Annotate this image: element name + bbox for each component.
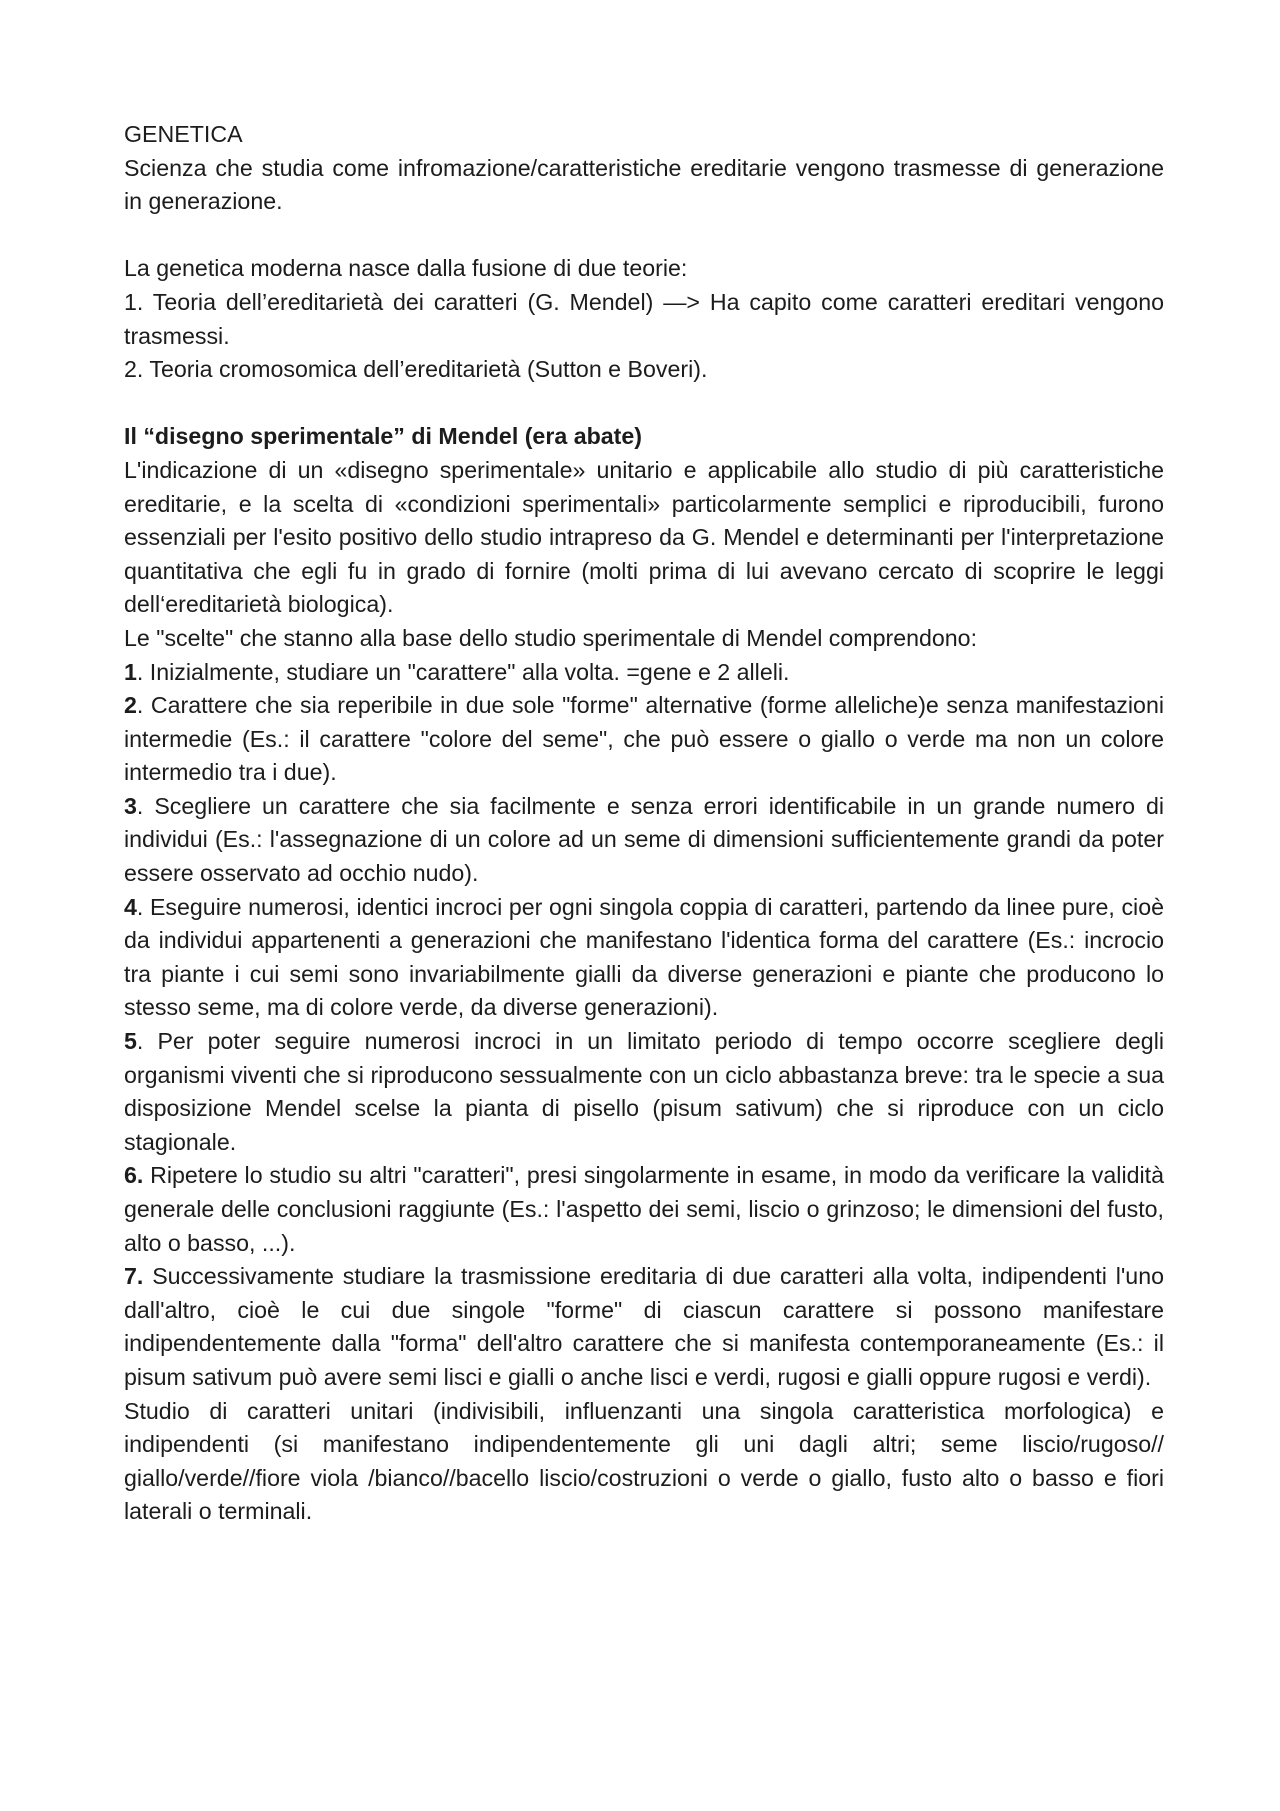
choice-separator: .	[136, 658, 150, 685]
choice-separator	[143, 1263, 152, 1289]
document-page	[124, 118, 1164, 1529]
choice-number: 1	[124, 658, 137, 685]
choice-separator: .	[136, 792, 155, 819]
choice-number: 2	[124, 692, 137, 719]
choice-number: 5	[124, 1028, 137, 1055]
choice-item-6	[124, 1159, 1164, 1260]
theory-item-2: 2. Teoria cromosomica dell’ereditarietà (Sutton e Boveri).	[124, 356, 708, 383]
choice-text: Successivamente studiare la trasmissione ereditaria di due caratteri alla volta, indipendenti l'uno dall'altro, cioè le cui due singole "forme" di ciascun carattere si possono manifestare indipendentemente dalla "forma" dell'altro carattere che si manifesta contemporaneamente (Es.: il pisum sativum può avere semi lisci e gialli o anche lisci e verdi, rugosi e gialli oppure rugosi e verdi).	[124, 1263, 1164, 1390]
choice-separator: .	[136, 893, 150, 920]
choice-separator: .	[136, 1028, 158, 1055]
spacer	[124, 219, 1164, 253]
choice-text: Scegliere un carattere che sia facilmente e senza errori identificabile in un grande numero di individui (Es.: l'assegnazione di un colore ad un seme di dimensioni sufficientemente grandi da poter essere osservato ad occhio nudo).	[124, 792, 1164, 887]
intro-paragraph: Scienza che studia come infromazione/caratteristiche ereditarie vengono trasmesse di generazione in generazione.	[124, 154, 1164, 215]
choice-number: 7.	[124, 1263, 144, 1290]
choice-text: Carattere che sia reperibile in due sole "forme" alternative (forme alleliche)e senza manifestazioni intermedie (Es.: il carattere "colore del seme", che può essere o giallo o verde ma non un colore intermedio tra i due).	[124, 692, 1164, 786]
choice-item-4	[124, 891, 1164, 1025]
choice-text: Inizialmente, studiare un "carattere" alla volta. =gene e 2 alleli.	[149, 658, 790, 685]
spacer	[124, 387, 1164, 421]
choice-item-3	[124, 790, 1164, 891]
choice-text: Per poter seguire numerosi incroci in un limitato periodo di tempo occorre scegliere degli organismi viventi che si riproducono sessualmente con un ciclo abbastanza breve: tra le specie a sua disposizione Mendel scelse la pianta di pisello (pisum sativum) che si riproduce con un ciclo stagionale.	[124, 1028, 1164, 1155]
choice-item-7	[124, 1260, 1164, 1394]
theory-item-1: 1. Teoria dell’ereditarietà dei caratteri (G. Mendel) —> Ha capito come caratteri ereditari vengono trasmessi.	[124, 288, 1164, 349]
choice-number: 6.	[124, 1162, 144, 1189]
choice-item-2	[124, 689, 1164, 790]
choice-item-1	[124, 656, 1164, 690]
choice-text: Eseguire numerosi, identici incroci per ogni singola coppia di caratteri, partendo da linee pure, cioè da individui appartenenti a generazioni che manifestano l'identica forma del carattere (Es.: incrocio tra piante i cui semi sono invariabilmente gialli da diverse generazioni e piante che producono lo stesso seme, ma di colore verde, da diverse generazioni).	[124, 893, 1164, 1021]
choices-intro: Le "scelte" che stanno alla base dello studio sperimentale di Mendel comprendono:	[124, 624, 978, 651]
section-heading: Il “disegno sperimentale” di Mendel (era abate)	[124, 423, 642, 450]
choice-number: 4	[124, 893, 137, 920]
document-title: GENETICA	[124, 121, 243, 147]
choice-separator: .	[136, 692, 151, 719]
choice-text: Ripetere lo studio su altri "caratteri", presi singolarmente in esame, in modo da verificare la validità generale delle conclusioni raggiunte (Es.: l'aspetto dei semi, liscio o grinzoso; le dimensioni del fusto, alto o basso, ...).	[124, 1162, 1164, 1256]
choice-number: 3	[124, 792, 137, 819]
closing-paragraph: Studio di caratteri unitari (indivisibili, influenzanti una singola caratteristica morfologica) e indipendenti (si manifestano indipendentemente gli uni dagli altri; seme liscio/rugoso// giallo/verde//fiore viola /bianco//bacello liscio/costruzioni o verde o giallo, fusto alto o basso e fiori laterali o terminali.	[124, 1397, 1164, 1525]
choice-item-5	[124, 1025, 1164, 1159]
theories-intro: La genetica moderna nasce dalla fusione di due teorie:	[124, 255, 688, 282]
mendel-paragraph: L'indicazione di un «disegno sperimentale» unitario e applicabile allo studio di più caratteristiche ereditarie, e la scelta di «condizioni sperimentali» particolarmente semplici e riproducibili, furono essenziali per l'esito positivo dello studio intrapreso da G. Mendel e determinanti per l'interpretazione quantitativa che egli fu in grado di fornire (molti prima di lui avevano cercato di scoprire le leggi dell‘ereditarietà biologica).	[124, 456, 1164, 618]
